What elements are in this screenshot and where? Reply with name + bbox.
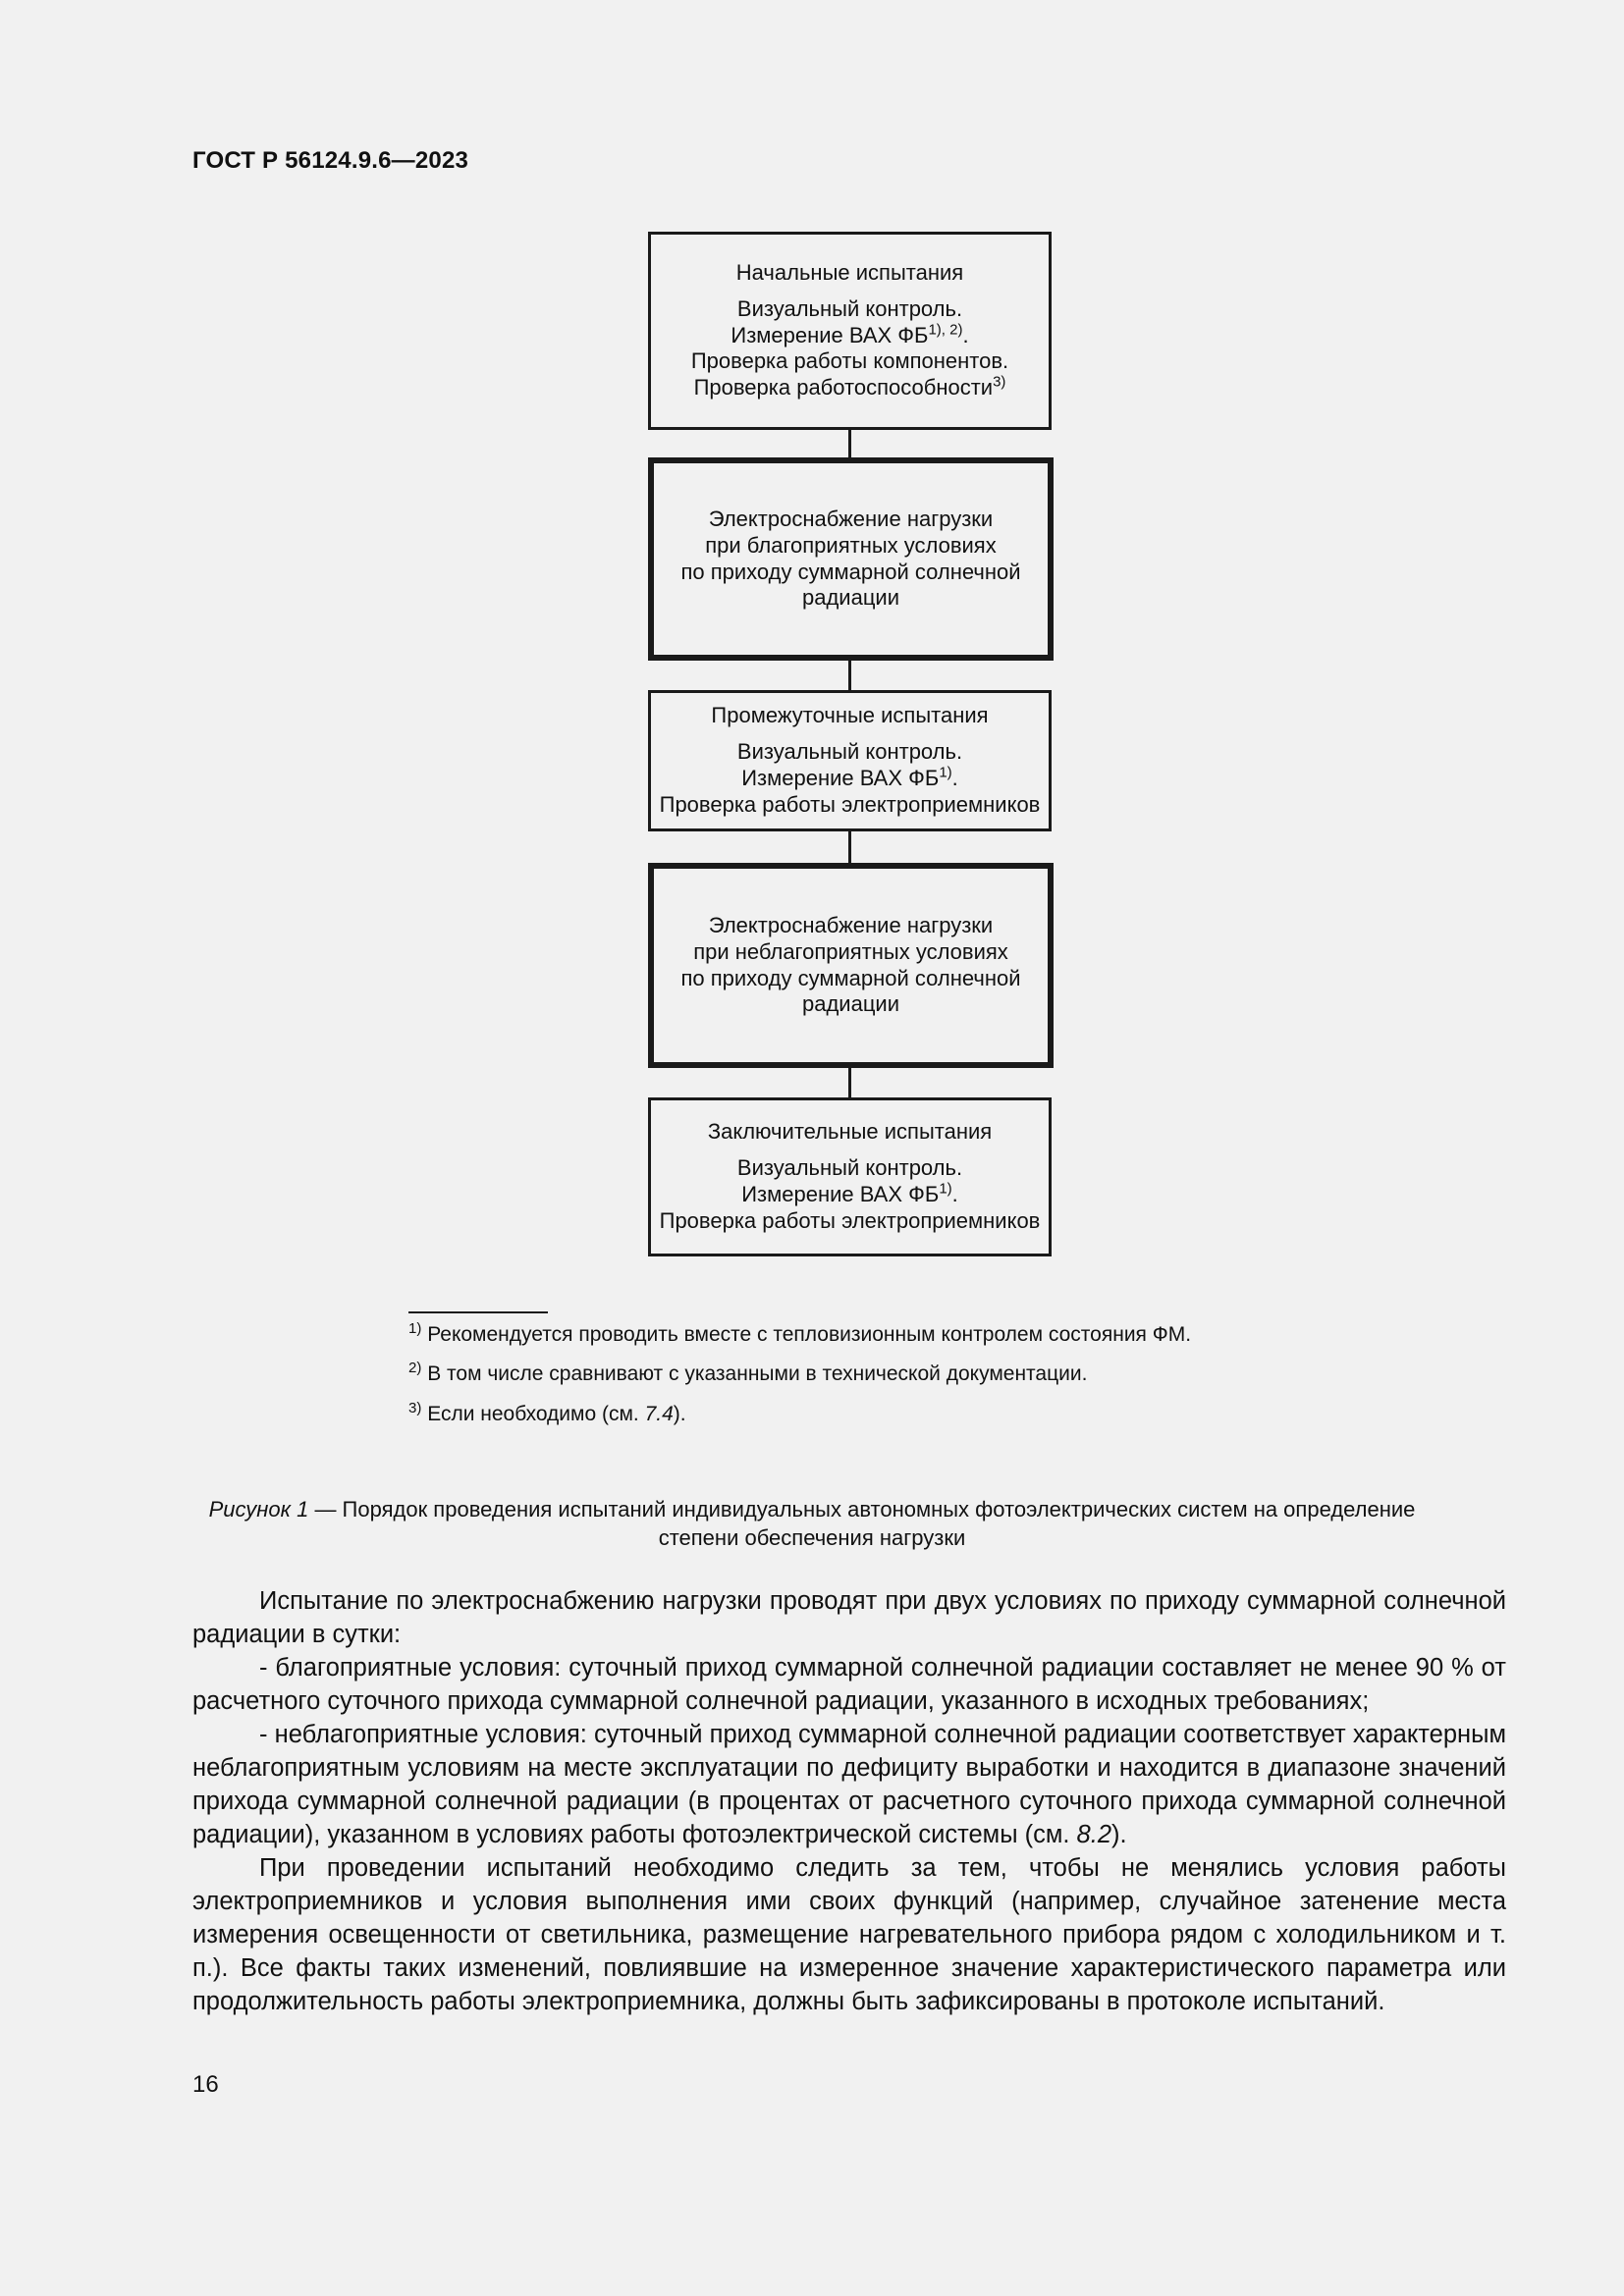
box-title: Начальные испытания — [735, 259, 964, 285]
paragraph: - благоприятные условия: суточный приход суммарной солнечной радиации составляет не менее 90 % от расчетного суточного прихода суммарной солнечной радиации, указанного в исходных требованиях; — [192, 1654, 1506, 1715]
footnote-mark: 2) — [408, 1360, 422, 1376]
flow-box-favorable-supply — [648, 457, 1054, 661]
box-line: при благоприятных условиях — [705, 532, 997, 558]
paragraph: Испытание по электроснабжению нагрузки проводят при двух условиях по приходу суммарной солнечной радиации в сутки: — [192, 1587, 1506, 1648]
box-line: Проверка работы электроприемников — [659, 791, 1041, 817]
flow-connector — [848, 831, 851, 865]
box-line: Проверка работоспособности$^{3)}$ — [693, 373, 1006, 400]
box-line: Электроснабжение нагрузки — [708, 506, 994, 531]
flow-connector — [848, 661, 851, 692]
footnote-ref: 3) — [993, 373, 1006, 391]
figure-title: — Порядок проведения испытаний индивидуальных автономных фотоэлектрических систем на определение степени обеспечения нагрузки — [308, 1497, 1416, 1550]
box-line: Измерение ВАХ $ФБ^{1), 2)}$. — [731, 321, 969, 347]
box-line: Проверка работы электроприемников — [659, 1207, 1041, 1233]
box-title: Заключительные испытания — [707, 1119, 993, 1145]
footnote-2 — [408, 1362, 1087, 1386]
footnote-ref: 1) — [939, 764, 952, 781]
footnote-text: Рекомендуется проводить вместе с тепловизионным контролем состояния ФМ. — [427, 1323, 1192, 1346]
box-line: Измерение ВАХ ФБ$^{1)}$. — [741, 764, 958, 790]
box-title: Промежуточные испытания — [711, 703, 989, 728]
flow-connector — [848, 1068, 851, 1099]
footnote-ref: 1), 2) — [928, 321, 963, 339]
flow-box-final-tests — [648, 1097, 1052, 1256]
flow-box-intermediate-tests — [648, 690, 1052, 831]
box-line: Электроснабжение нагрузки — [708, 912, 994, 937]
figure-label: Рисунок 1 — [208, 1497, 309, 1522]
flow-connector — [848, 430, 851, 459]
footnote-divider — [408, 1311, 548, 1313]
figure-caption — [196, 1496, 1428, 1552]
box-line: радиации — [801, 585, 899, 611]
page-number: 16 — [192, 2071, 219, 2098]
flow-box-initial-tests — [648, 232, 1052, 430]
footnote-mark: 1) — [408, 1320, 422, 1337]
flow-box-unfavorable-supply — [648, 863, 1054, 1068]
footnote-1 — [408, 1320, 1192, 1347]
box-line: по приходу суммарной солнечной — [680, 559, 1021, 584]
box-line: Измерение ВАХ ФБ$^{1)}$. — [741, 1180, 958, 1206]
footnote-text: Если необходимо (см. 7.4). — [427, 1403, 686, 1425]
box-line: Визуальный контроль. — [736, 1155, 963, 1181]
box-line: радиации — [801, 991, 899, 1017]
box-line: Визуальный контроль. — [736, 295, 963, 321]
footnote-text: В том числе сравнивают с указанными в технической документации. — [427, 1362, 1088, 1385]
body-text — [192, 1584, 1506, 2018]
paragraph: При проведении испытаний необходимо следить за тем, чтобы не менялись условия работы электроприемников и условия выполнения ими своих функций (например, случайное затенение места измерения освещенности от светильника, размещение нагревательного прибора рядом с холодильником и т. п.). Все факты таких изменений, повлиявшие на измеренное значение характеристического параметра или продолжительность работы электроприемника, должны быть зафиксированы в протоколе испытаний. — [192, 1854, 1506, 2015]
section-ref: 7.4 — [644, 1403, 674, 1425]
section-ref: 8.2 — [1076, 1821, 1111, 1848]
footnote-mark: 3) — [408, 1400, 422, 1416]
document-header: ГОСТ Р 56124.9.6—2023 — [192, 147, 469, 174]
box-line: Проверка работы компонентов. — [690, 348, 1009, 374]
box-line: при неблагоприятных условиях — [693, 938, 1008, 964]
paragraph: - неблагоприятные условия: суточный приход суммарной солнечной радиации соответствует характерным неблагоприятным условиям на месте эксплуатации по дефициту выработки и находится в диапазоне значений прихода суммарной солнечной радиации (в процентах от расчетного суточного прихода суммарной солнечной радиации), указанном в условиях работы фотоэлектрической системы (см. 8.2). — [192, 1721, 1506, 1848]
footnote-ref: 1) — [939, 1180, 952, 1198]
box-line: по приходу суммарной солнечной — [680, 965, 1021, 990]
box-line: Визуальный контроль. — [736, 739, 963, 765]
footnote-3 — [408, 1400, 686, 1426]
